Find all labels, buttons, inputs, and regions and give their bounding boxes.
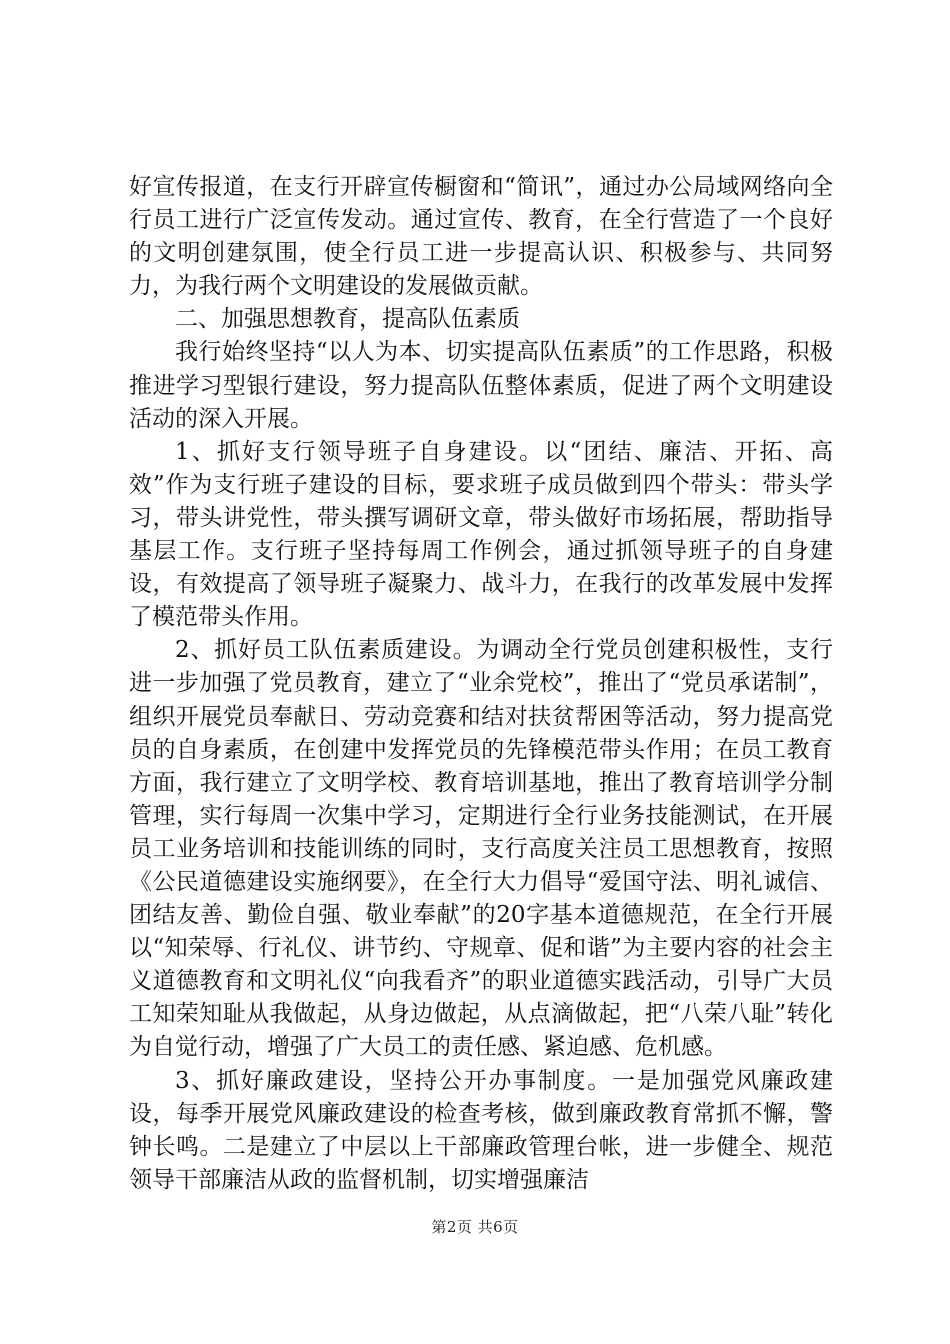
document-body	[129, 171, 833, 1197]
page-number-footer: 第2页 共6页	[431, 1218, 519, 1236]
paragraph-intro: 我行始终坚持“以人为本、切实提高队伍素质”的工作思路，积极推进学习型银行建设，努力提高队伍整体素质，促进了两个文明建设活动的深入开展。	[129, 339, 833, 432]
paragraph-continuation: 好宣传报道，在支行开辟宣传橱窗和“简讯”，通过办公局域网络向全行员工进行广泛宣传发动。通过宣传、教育，在全行营造了一个良好的文明创建氛围，使全行员工进一步提高认识、积极参与、共同努力，为我行两个文明建设的发展做贡献。	[129, 174, 833, 300]
section-heading: 二、加强思想教育，提高队伍素质	[175, 306, 520, 333]
paragraph-item-3: 3、抓好廉政建设，坚持公开办事制度。一是加强党风廉政建设，每季开展党风廉政建设的检查考核，做到廉政教育常抓不懈，警钟长鸣。二是建立了中层以上干部廉政管理台帐，进一步健全、规范领导干部廉洁从政的监督机制，切实增强廉洁	[129, 1067, 833, 1193]
paragraph-item-2: 2、抓好员工队伍素质建设。为调动全行党员创建积极性，支行进一步加强了党员教育，建立了“业余党校”，推出了“党员承诺制”，组织开展党员奉献日、劳动竞赛和结对扶贫帮困等活动，努力提高党员的自身素质，在创建中发挥党员的先锋模范带头作用；在员工教育方面，我行建立了文明学校、教育培训基地，推出了教育培训学分制管理，实行每周一次集中学习，定期进行全行业务技能测试，在开展员工业务培训和技能训练的同时，支行高度关注员工思想教育，按照《公民道德建设实施纲要》，在全行大力倡导“爱国守法、明礼诚信、团结友善、勤俭自强、敬业奉献”的20字基本道德规范，在全行开展以“知荣辱、行礼仪、讲节约、守规章、促和谐”为主要内容的社会主义道德教育和文明礼仪“向我看齐”的职业道德实践活动，引导广大员工知荣知耻从我做起，从身边做起，从点滴做起，把“八荣八耻”转化为自觉行动，增强了广大员工的责任感、紧迫感、危机感。	[129, 637, 833, 1061]
paragraph-item-1: 1、抓好支行领导班子自身建设。以“团结、廉洁、开拓、高效”作为支行班子建设的目标，要求班子成员做到四个带头：带头学习，带头讲党性，带头撰写调研文章，带头做好市场拓展，帮助指导基层工作。支行班子坚持每周工作例会，通过抓领导班子的自身建设，有效提高了领导班子凝聚力、战斗力，在我行的改革发展中发挥了模范带头作用。	[129, 438, 833, 631]
